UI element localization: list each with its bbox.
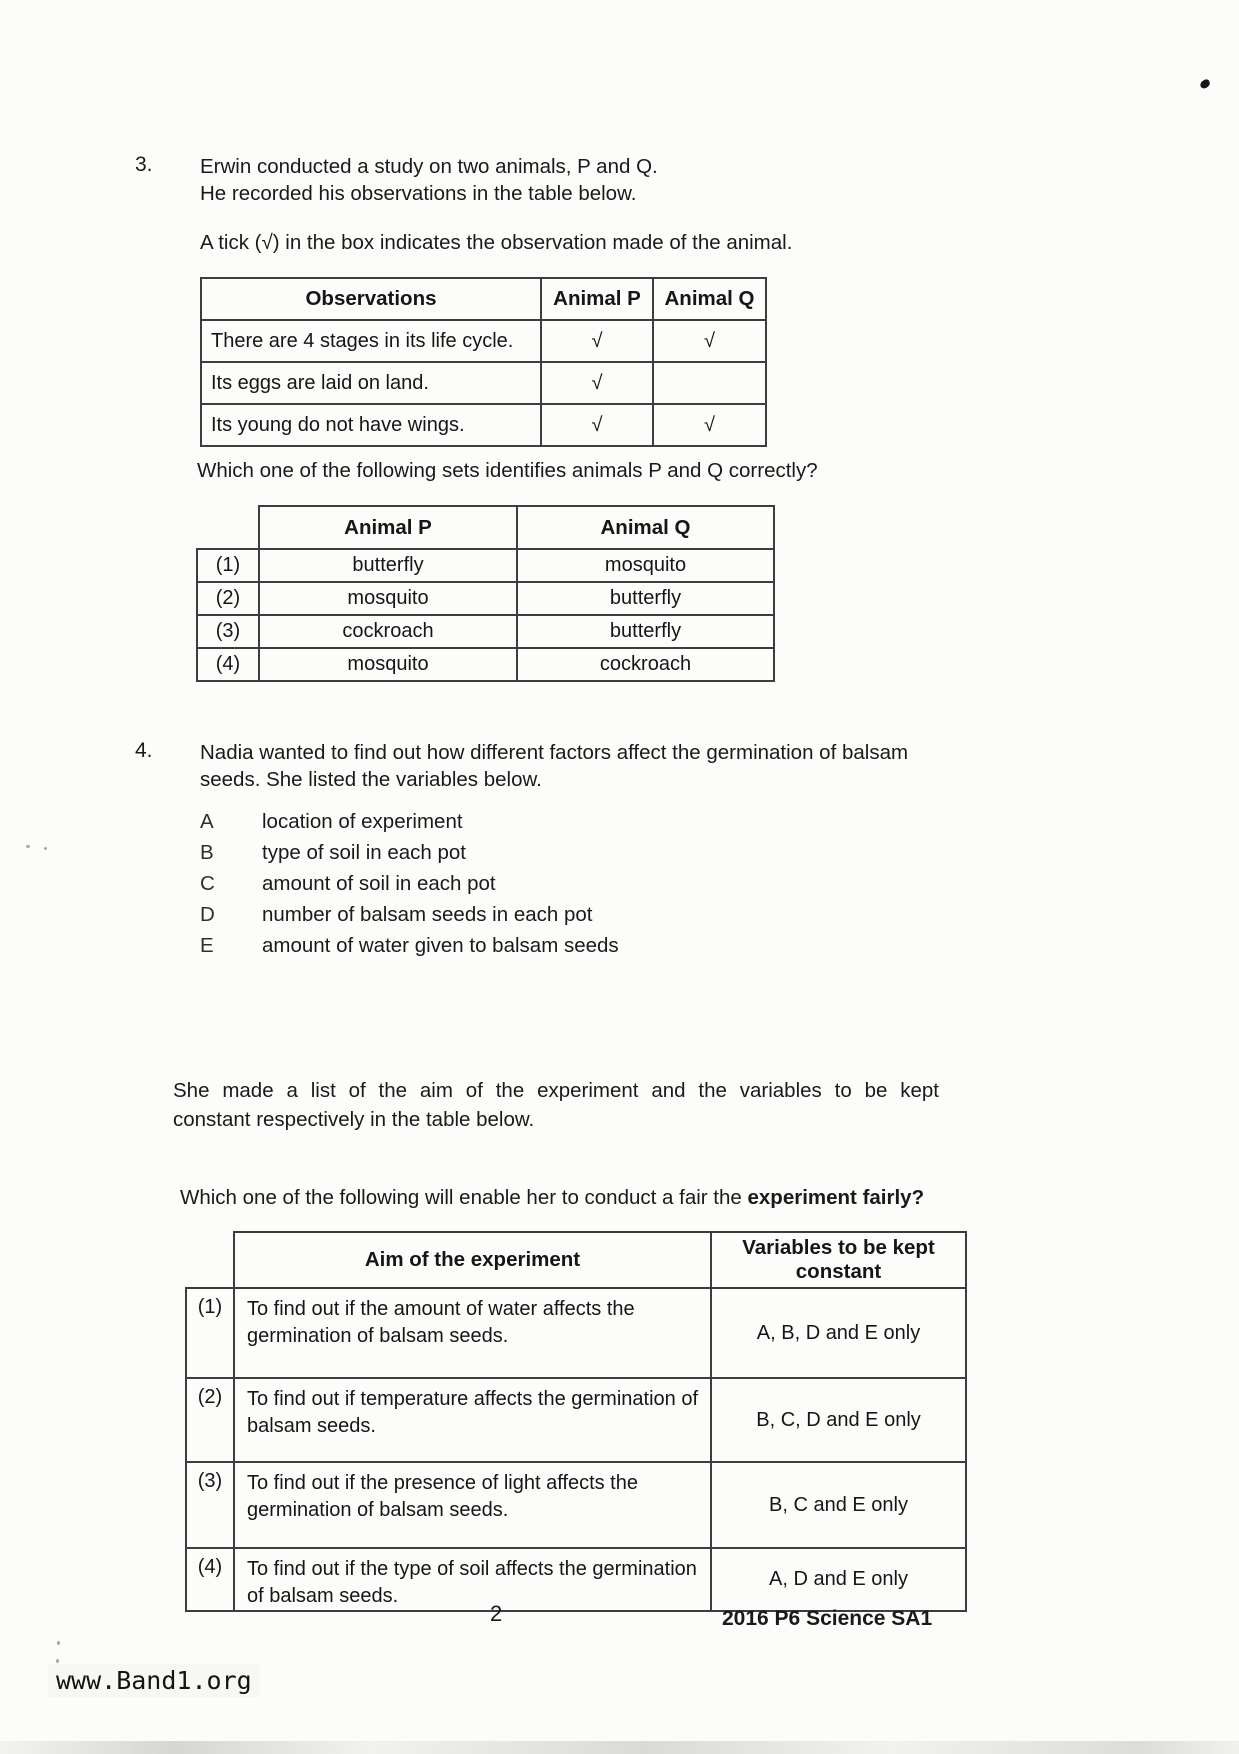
animal-p-cell: mosquito (259, 648, 517, 681)
option-number-cell: (1) (186, 1288, 234, 1378)
table-header-row (197, 506, 774, 549)
table-row (197, 582, 774, 615)
variable-letter: C (200, 872, 215, 895)
animal-p-tick-cell: √ (541, 362, 653, 404)
variables-header: Variables to be kept constant (711, 1232, 966, 1288)
animal-p-cell: mosquito (259, 582, 517, 615)
noise-dot (26, 845, 30, 848)
animal-p-tick-cell: √ (541, 404, 653, 446)
noise-dot (57, 1641, 60, 1645)
question-text-line: He recorded his observations in the table below. (200, 182, 637, 205)
animal-q-cell: butterfly (517, 582, 774, 615)
q4-paragraph (173, 1076, 939, 1134)
variable-item (200, 903, 619, 934)
option-number-cell: (2) (186, 1378, 234, 1462)
q4-question-bold-text: experiment fairly? (747, 1186, 925, 1209)
observation-cell: There are 4 stages in its life cycle. (201, 320, 541, 362)
variable-item (200, 841, 619, 872)
variable-text: location of experiment (262, 810, 463, 833)
table-row (201, 320, 766, 362)
q4-question-text: Which one of the following will enable her to conduct a fair the (180, 1186, 748, 1209)
variable-text: amount of soil in each pot (262, 872, 496, 895)
aim-cell: To find out if temperature affects the germination of balsam seeds. (234, 1378, 711, 1462)
table-row (197, 615, 774, 648)
table-row (186, 1548, 966, 1611)
page-number: 2 (490, 1601, 503, 1626)
animal-p-tick-cell: √ (541, 320, 653, 362)
options-table (196, 505, 775, 682)
question-4-intro (200, 739, 908, 793)
question-text-line: Erwin conducted a study on two animals, P and Q. (200, 155, 658, 178)
vars-cell: B, C, D and E only (711, 1378, 966, 1462)
animal-p-cell: cockroach (259, 615, 517, 648)
question-3-intro (200, 153, 658, 207)
ink-mark (1199, 78, 1211, 89)
animal-q-cell: cockroach (517, 648, 774, 681)
opts-header-animal-q: Animal Q (517, 506, 774, 549)
variable-text: amount of water given to balsam seeds (262, 934, 619, 957)
table-row (197, 549, 774, 582)
tick-note: A tick (√) in the box indicates the observation made of the animal. (200, 231, 793, 254)
obs-header-animal-p: Animal P (541, 278, 653, 320)
opts-header-animal-p: Animal P (259, 506, 517, 549)
aim-cell: To find out if the type of soil affects the germination of balsam seeds. (234, 1548, 711, 1611)
option-number-cell: (1) (197, 549, 259, 582)
aim-cell: To find out if the amount of water affects the germination of balsam seeds. (234, 1288, 711, 1378)
option-number-cell: (4) (197, 648, 259, 681)
variable-item (200, 934, 619, 965)
obs-header-observations: Observations (201, 278, 541, 320)
observations-table (200, 277, 767, 447)
aim-cell: To find out if the presence of light affects the germination of balsam seeds. (234, 1462, 711, 1548)
doc-reference: 2016 P6 Science SA1 (722, 1607, 933, 1630)
variable-text: type of soil in each pot (262, 841, 466, 864)
variable-item (200, 810, 619, 841)
vars-cell: B, C and E only (711, 1462, 966, 1548)
watermark-url: www.Band1.org (48, 1664, 260, 1697)
table-row (186, 1288, 966, 1378)
animal-q-tick-cell: √ (653, 404, 766, 446)
vars-cell: A, B, D and E only (711, 1288, 966, 1378)
vars-cell: A, D and E only (711, 1548, 966, 1611)
noise-dot (44, 847, 47, 850)
variable-letter: E (200, 934, 214, 957)
table-header-row (201, 278, 766, 320)
animal-q-tick-cell (653, 362, 766, 404)
animal-q-tick-cell: √ (653, 320, 766, 362)
question-text-line: Nadia wanted to find out how different factors affect the germination of balsam (200, 741, 909, 764)
animal-q-cell: butterfly (517, 615, 774, 648)
animal-q-cell: mosquito (517, 549, 774, 582)
question-3-number: 3. (135, 153, 153, 176)
question-text-line: seeds. She listed the variables below. (200, 768, 542, 791)
q4-question (180, 1184, 924, 1211)
aim-table (185, 1231, 967, 1612)
table-row (201, 404, 766, 446)
table-row (197, 648, 774, 681)
table-row (186, 1378, 966, 1462)
table-row (201, 362, 766, 404)
table-row (186, 1462, 966, 1548)
observation-cell: Its young do not have wings. (201, 404, 541, 446)
animal-p-cell: butterfly (259, 549, 517, 582)
paragraph-line: She made a list of the aim of the experiment and the variables to be kept (173, 1079, 939, 1102)
noise-dot (56, 1659, 59, 1663)
option-number-cell: (4) (186, 1548, 234, 1611)
variable-letter: D (200, 903, 215, 926)
q3-question: Which one of the following sets identifies animals P and Q correctly? (197, 459, 818, 482)
option-number-cell: (2) (197, 582, 259, 615)
table-header-row (186, 1232, 966, 1288)
variables-list (200, 810, 619, 965)
option-number-cell: (3) (197, 615, 259, 648)
aim-header: Aim of the experiment (234, 1232, 711, 1288)
observation-cell: Its eggs are laid on land. (201, 362, 541, 404)
paragraph-line: constant respectively in the table below. (173, 1108, 535, 1131)
option-number-cell: (3) (186, 1462, 234, 1548)
variable-text: number of balsam seeds in each pot (262, 903, 593, 926)
question-4-number: 4. (135, 739, 153, 762)
bottom-scan-bar (0, 1741, 1239, 1754)
obs-header-animal-q: Animal Q (653, 278, 766, 320)
variable-letter: A (200, 810, 214, 833)
corner-cell (186, 1232, 234, 1288)
corner-cell (197, 506, 259, 549)
variable-item (200, 872, 619, 903)
variable-letter: B (200, 841, 214, 864)
